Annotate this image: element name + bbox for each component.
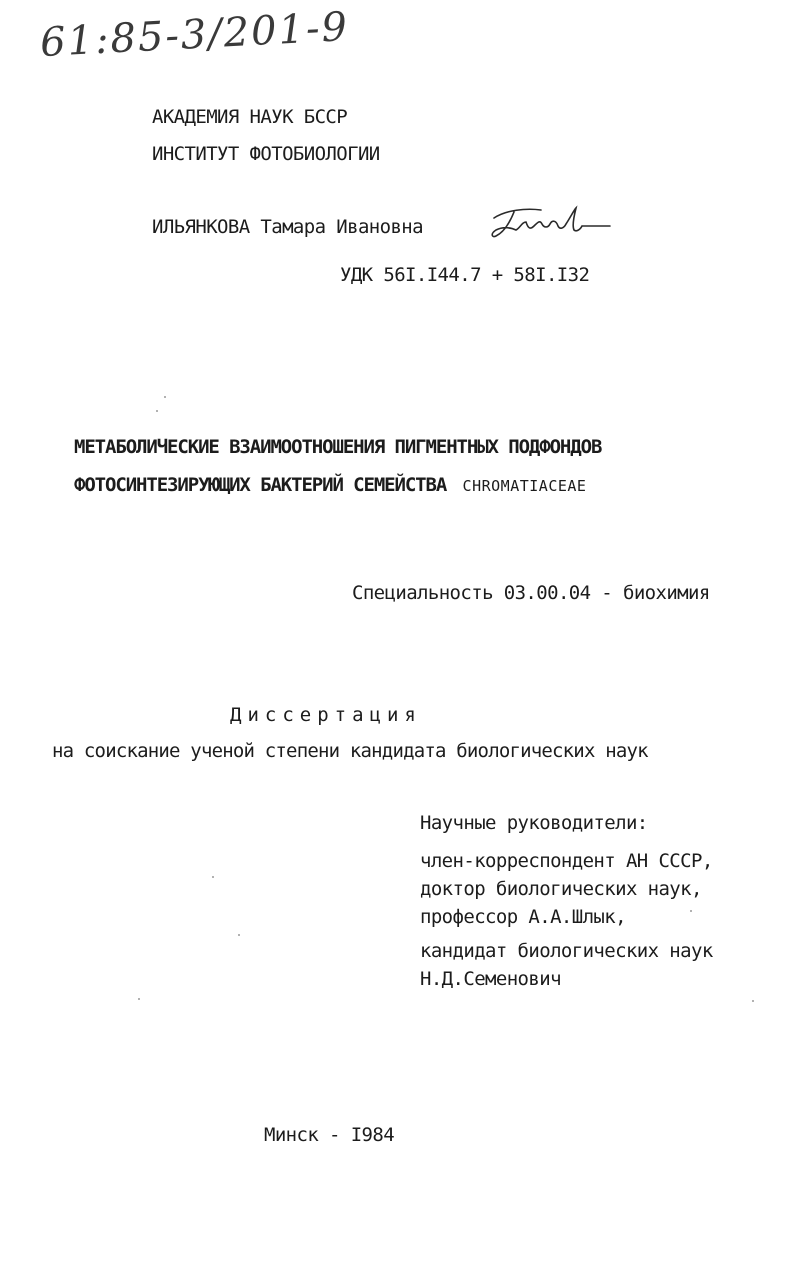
title-line2-latin: CHROMATIACEAE [462, 477, 587, 495]
supervisor2-line2: Н.Д.Семенович [420, 968, 561, 990]
supervisors-heading: Научные руководители: [420, 812, 648, 834]
stray-mark [212, 876, 214, 878]
title-line2-main: ФОТОСИНТЕЗИРУЮЩИХ БАКТЕРИЙ СЕМЕЙСТВА [74, 474, 447, 496]
stray-mark [238, 934, 240, 936]
stray-mark [156, 410, 158, 412]
city-year: Минск - I984 [264, 1124, 395, 1146]
udc-code: УДК 56I.I44.7 + 58I.I32 [340, 264, 590, 286]
stray-mark [138, 998, 140, 1000]
dissertation-label: Диссертация [230, 704, 422, 726]
supervisor1-line3: профессор А.А.Шлык, [420, 906, 626, 928]
archive-mark: 61:85-3/201-9 [39, 3, 351, 67]
dissertation-title-line2 [74, 474, 586, 497]
stray-mark [164, 396, 166, 398]
supervisor2-line1: кандидат биологических наук [420, 940, 713, 962]
academy-name: АКАДЕМИЯ НАУК БССР [152, 106, 348, 128]
specialty: Специальность 03.00.04 - биохимия [352, 582, 710, 604]
institute-name: ИНСТИТУТ ФОТОБИОЛОГИИ [152, 143, 380, 165]
dissertation-title-line1: МЕТАБОЛИЧЕСКИЕ ВЗАИМООТНОШЕНИЯ ПИГМЕНТНЫХ ПОДФОНДОВ [74, 436, 602, 458]
stray-mark [690, 910, 692, 912]
degree-purpose: на соискание ученой степени кандидата биологических наук [52, 740, 648, 762]
supervisor1-line2: доктор биологических наук, [420, 878, 702, 900]
author-name: ИЛЬЯНКОВА Тамара Ивановна [152, 216, 423, 238]
signature [486, 200, 616, 244]
supervisor1-line1: член-корреспондент АН СССР, [420, 850, 713, 872]
stray-mark [752, 1000, 754, 1002]
